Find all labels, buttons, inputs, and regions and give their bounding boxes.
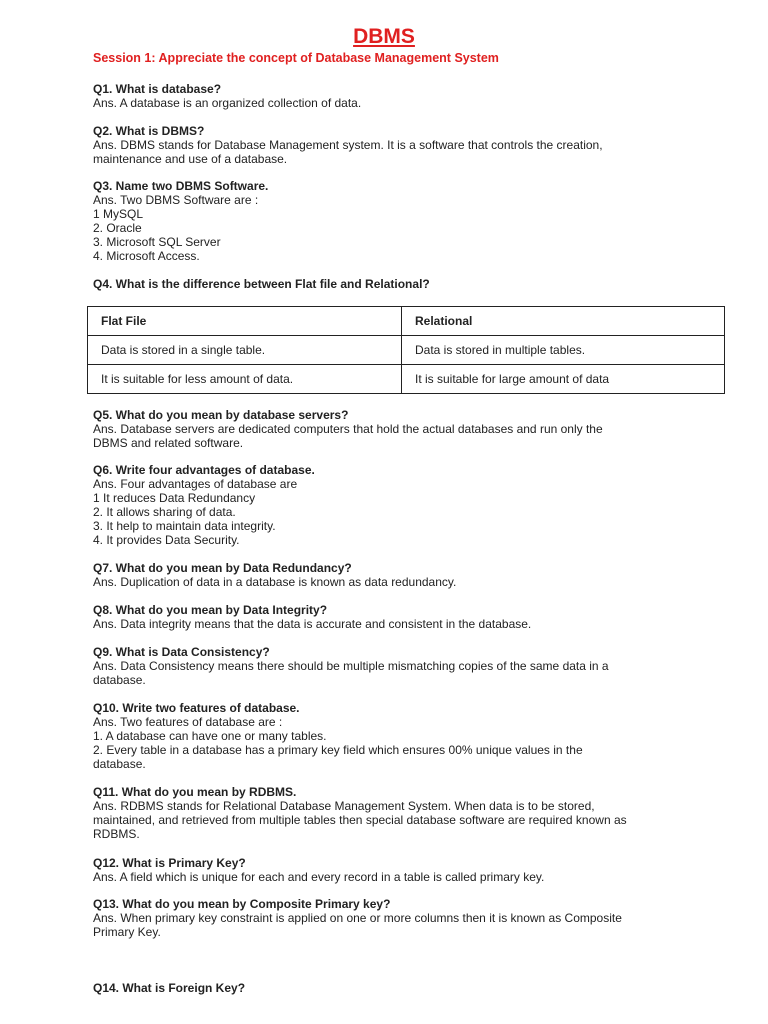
question: Q9. What is Data Consistency? bbox=[93, 645, 270, 659]
page-title: DBMS bbox=[353, 25, 415, 48]
answer-line: Ans. Two DBMS Software are : bbox=[93, 193, 259, 207]
answer-line: 1 MySQL bbox=[93, 207, 144, 221]
qa-block-1 bbox=[93, 82, 693, 110]
answer-line: Ans. A database is an organized collection of data. bbox=[93, 96, 362, 110]
qa-block-5 bbox=[93, 408, 693, 450]
table-cell: It is suitable for less amount of data. bbox=[88, 365, 402, 394]
table-header-cell: Flat File bbox=[88, 307, 402, 336]
answer-line: Ans. Data integrity means that the data is accurate and consistent in the database. bbox=[93, 617, 532, 631]
answer-line: Ans. Database servers are dedicated computers that hold the actual databases and run only the bbox=[93, 422, 603, 436]
question: Q13. What do you mean by Composite Primary key? bbox=[93, 897, 391, 911]
table-cell: Data is stored in a single table. bbox=[88, 336, 402, 365]
answer-line: Ans. Four advantages of database are bbox=[93, 477, 298, 491]
answer-line: RDBMS. bbox=[93, 827, 140, 841]
answer-line: Primary Key. bbox=[93, 925, 161, 939]
question: Q12. What is Primary Key? bbox=[93, 856, 246, 870]
table-cell: It is suitable for large amount of data bbox=[402, 365, 725, 394]
qa-block-3 bbox=[93, 179, 693, 263]
answer-line: Ans. Data Consistency means there should be multiple mismatching copies of the same data in a bbox=[93, 659, 609, 673]
qa-block-2 bbox=[93, 124, 693, 166]
table-header-cell: Relational bbox=[402, 307, 725, 336]
qa-block-4 bbox=[93, 277, 693, 291]
answer-line: database. bbox=[93, 757, 146, 771]
question: Q7. What do you mean by Data Redundancy? bbox=[93, 561, 352, 575]
answer-line: 4. Microsoft Access. bbox=[93, 249, 200, 263]
comparison-table bbox=[87, 306, 725, 394]
question: Q5. What do you mean by database servers? bbox=[93, 408, 349, 422]
question: Q1. What is database? bbox=[93, 82, 222, 96]
answer-line: 2. Oracle bbox=[93, 221, 142, 235]
qa-block-10 bbox=[93, 701, 693, 771]
qa-block-13 bbox=[93, 897, 693, 939]
answer-line: 1. A database can have one or many tables. bbox=[93, 729, 327, 743]
table-cell: Data is stored in multiple tables. bbox=[402, 336, 725, 365]
answer-line: Ans. A field which is unique for each and every record in a table is called primary key. bbox=[93, 870, 545, 884]
answer-line: Ans. DBMS stands for Database Management system. It is a software that controls the creation, bbox=[93, 138, 603, 152]
table-row bbox=[88, 336, 725, 365]
qa-block-9 bbox=[93, 645, 693, 687]
answer-line: maintained, and retrieved from multiple tables then special database software are required known as bbox=[93, 813, 627, 827]
question: Q8. What do you mean by Data Integrity? bbox=[93, 603, 328, 617]
answer-line: Ans. RDBMS stands for Relational Database Management System. When data is to be stored, bbox=[93, 799, 595, 813]
answer-line: database. bbox=[93, 673, 146, 687]
qa-block-6 bbox=[93, 463, 693, 547]
answer-line: Ans. When primary key constraint is applied on one or more columns then it is known as Composite bbox=[93, 911, 622, 925]
answer-line: DBMS and related software. bbox=[93, 436, 244, 450]
question: Q10. Write two features of database. bbox=[93, 701, 300, 715]
answer-line: maintenance and use of a database. bbox=[93, 152, 288, 166]
answer-line: 2. Every table in a database has a primary key field which ensures 00% unique values in the bbox=[93, 743, 583, 757]
session-subtitle: Session 1: Appreciate the concept of Database Management System bbox=[93, 51, 499, 65]
answer-line: 3. Microsoft SQL Server bbox=[93, 235, 221, 249]
question: Q11. What do you mean by RDBMS. bbox=[93, 785, 297, 799]
table-row bbox=[88, 365, 725, 394]
qa-block-14 bbox=[93, 981, 693, 995]
question: Q4. What is the difference between Flat file and Relational? bbox=[93, 277, 430, 291]
answer-line: 3. It help to maintain data integrity. bbox=[93, 519, 276, 533]
table-header-row bbox=[88, 307, 725, 336]
qa-block-7 bbox=[93, 561, 693, 589]
answer-line: Ans. Two features of database are : bbox=[93, 715, 283, 729]
question: Q2. What is DBMS? bbox=[93, 124, 205, 138]
question: Q6. Write four advantages of database. bbox=[93, 463, 315, 477]
question: Q14. What is Foreign Key? bbox=[93, 981, 246, 995]
question: Q3. Name two DBMS Software. bbox=[93, 179, 269, 193]
qa-block-12 bbox=[93, 856, 693, 884]
answer-line: 2. It allows sharing of data. bbox=[93, 505, 236, 519]
answer-line: 4. It provides Data Security. bbox=[93, 533, 240, 547]
qa-block-8 bbox=[93, 603, 693, 631]
answer-line: 1 It reduces Data Redundancy bbox=[93, 491, 256, 505]
answer-line: Ans. Duplication of data in a database is known as data redundancy. bbox=[93, 575, 457, 589]
qa-block-11 bbox=[93, 785, 693, 841]
